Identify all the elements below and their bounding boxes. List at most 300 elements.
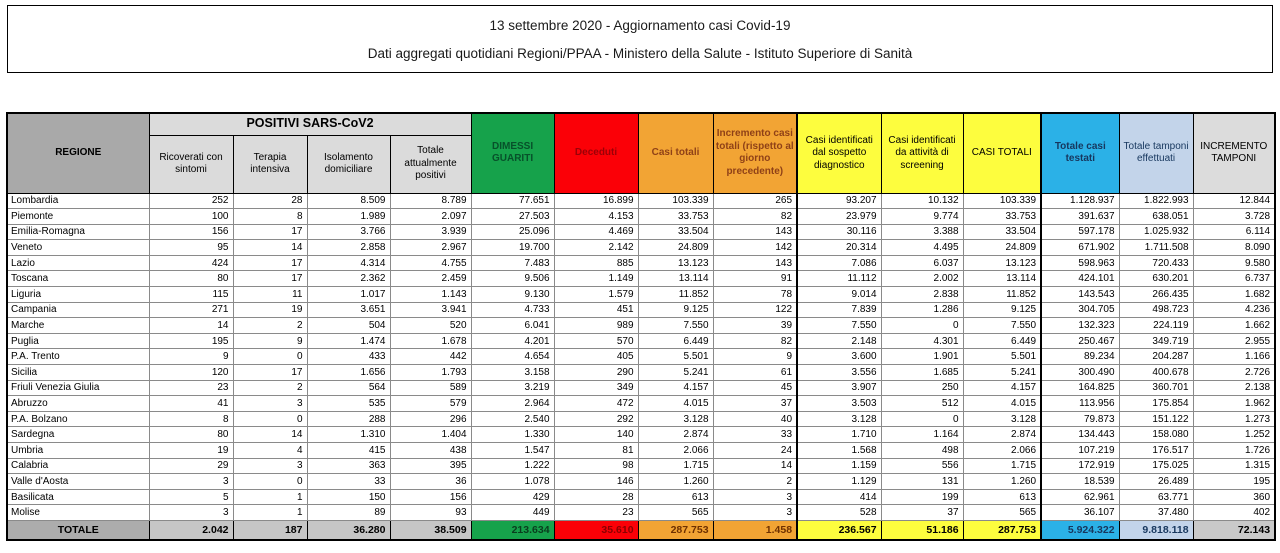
- value-cell: 2.097: [390, 209, 471, 225]
- region-name: Emilia-Romagna: [7, 224, 149, 240]
- value-cell: 3: [713, 489, 797, 505]
- value-cell: 520: [390, 318, 471, 334]
- value-cell: 175.025: [1119, 458, 1193, 474]
- value-cell: 37: [881, 505, 963, 521]
- table-row: [7, 209, 1275, 225]
- value-cell: 1.404: [390, 427, 471, 443]
- total-value-cell: 287.753: [963, 520, 1041, 540]
- value-cell: 8.789: [390, 193, 471, 209]
- region-name: Veneto: [7, 240, 149, 256]
- value-cell: 1.685: [881, 365, 963, 381]
- col-header-deceduti: Deceduti: [554, 113, 638, 193]
- value-cell: 164.825: [1041, 380, 1119, 396]
- value-cell: 5: [149, 489, 233, 505]
- value-cell: 1.166: [1193, 349, 1275, 365]
- value-cell: 122: [713, 302, 797, 318]
- value-cell: 2.148: [797, 333, 881, 349]
- value-cell: 3.766: [307, 224, 390, 240]
- col-header-regione: REGIONE: [7, 113, 149, 193]
- region-name: Basilicata: [7, 489, 149, 505]
- table-row: [7, 193, 1275, 209]
- value-cell: 1.260: [963, 474, 1041, 490]
- value-cell: 1.164: [881, 427, 963, 443]
- value-cell: 2: [233, 380, 307, 396]
- value-cell: 0: [881, 318, 963, 334]
- value-cell: 14: [713, 458, 797, 474]
- value-cell: 7.086: [797, 255, 881, 271]
- col-header-incremento-tamponi: INCREMENTO TAMPONI: [1193, 113, 1275, 193]
- value-cell: 13.123: [638, 255, 713, 271]
- table-row: [7, 443, 1275, 459]
- value-cell: 11: [233, 287, 307, 303]
- value-cell: 8.090: [1193, 240, 1275, 256]
- region-name: Toscana: [7, 271, 149, 287]
- value-cell: 33.504: [963, 224, 1041, 240]
- value-cell: 18.539: [1041, 474, 1119, 490]
- total-row: [7, 520, 1275, 540]
- value-cell: 3.128: [638, 411, 713, 427]
- value-cell: 3: [149, 505, 233, 521]
- value-cell: 3.939: [390, 224, 471, 240]
- value-cell: 498.723: [1119, 302, 1193, 318]
- col-group-positivi: POSITIVI SARS-CoV2: [149, 113, 471, 135]
- table-row: [7, 505, 1275, 521]
- value-cell: 158.080: [1119, 427, 1193, 443]
- col-header-casi-testati: Totale casi testati: [1041, 113, 1119, 193]
- value-cell: 80: [149, 427, 233, 443]
- value-cell: 1.822.993: [1119, 193, 1193, 209]
- value-cell: 77.651: [471, 193, 554, 209]
- col-header-sospetto-diagnostico: Casi identificati dal sospetto diagnostico: [797, 113, 881, 193]
- total-value-cell: 38.509: [390, 520, 471, 540]
- value-cell: 9.125: [638, 302, 713, 318]
- total-value-cell: 287.753: [638, 520, 713, 540]
- value-cell: 33.753: [638, 209, 713, 225]
- total-value-cell: 236.567: [797, 520, 881, 540]
- col-header-tamponi: Totale tamponi effettuati: [1119, 113, 1193, 193]
- value-cell: 33.753: [963, 209, 1041, 225]
- value-cell: 451: [554, 302, 638, 318]
- table-header: [7, 113, 1275, 193]
- value-cell: 442: [390, 349, 471, 365]
- region-name: Sicilia: [7, 365, 149, 381]
- value-cell: 151.122: [1119, 411, 1193, 427]
- value-cell: 9: [713, 349, 797, 365]
- value-cell: 1.252: [1193, 427, 1275, 443]
- value-cell: 4.236: [1193, 302, 1275, 318]
- report-title: 13 settembre 2020 - Aggiornamento casi Covid-19: [489, 17, 791, 33]
- value-cell: 6.037: [881, 255, 963, 271]
- value-cell: 9.125: [963, 302, 1041, 318]
- value-cell: 449: [471, 505, 554, 521]
- total-label: TOTALE: [7, 520, 149, 540]
- value-cell: 1.330: [471, 427, 554, 443]
- value-cell: 132.323: [1041, 318, 1119, 334]
- value-cell: 2.838: [881, 287, 963, 303]
- value-cell: 224.119: [1119, 318, 1193, 334]
- value-cell: 671.902: [1041, 240, 1119, 256]
- value-cell: 2.540: [471, 411, 554, 427]
- value-cell: 33.504: [638, 224, 713, 240]
- value-cell: 61: [713, 365, 797, 381]
- value-cell: 4: [233, 443, 307, 459]
- region-name: P.A. Trento: [7, 349, 149, 365]
- table-row: [7, 427, 1275, 443]
- value-cell: 4.755: [390, 255, 471, 271]
- region-name: Puglia: [7, 333, 149, 349]
- total-value-cell: 72.143: [1193, 520, 1275, 540]
- value-cell: 535: [307, 396, 390, 412]
- value-cell: 300.490: [1041, 365, 1119, 381]
- value-cell: 1.078: [471, 474, 554, 490]
- value-cell: 1.711.508: [1119, 240, 1193, 256]
- value-cell: 6.449: [963, 333, 1041, 349]
- value-cell: 6.114: [1193, 224, 1275, 240]
- region-name: Abruzzo: [7, 396, 149, 412]
- total-value-cell: 36.280: [307, 520, 390, 540]
- value-cell: 1.726: [1193, 443, 1275, 459]
- value-cell: 304.705: [1041, 302, 1119, 318]
- value-cell: 3.941: [390, 302, 471, 318]
- table-row: [7, 224, 1275, 240]
- value-cell: 9: [233, 333, 307, 349]
- value-cell: 16.899: [554, 193, 638, 209]
- col-header-casi-totali-2: CASI TOTALI: [963, 113, 1041, 193]
- value-cell: 23: [554, 505, 638, 521]
- region-name: P.A. Bolzano: [7, 411, 149, 427]
- value-cell: 885: [554, 255, 638, 271]
- value-cell: 172.919: [1041, 458, 1119, 474]
- value-cell: 91: [713, 271, 797, 287]
- value-cell: 98: [554, 458, 638, 474]
- region-name: Sardegna: [7, 427, 149, 443]
- value-cell: 1.678: [390, 333, 471, 349]
- table-row: [7, 271, 1275, 287]
- value-cell: 1.547: [471, 443, 554, 459]
- value-cell: 93: [390, 505, 471, 521]
- value-cell: 36: [390, 474, 471, 490]
- value-cell: 103.339: [638, 193, 713, 209]
- value-cell: 113.956: [1041, 396, 1119, 412]
- value-cell: 11.852: [963, 287, 1041, 303]
- value-cell: 638.051: [1119, 209, 1193, 225]
- value-cell: 9.130: [471, 287, 554, 303]
- value-cell: 6.449: [638, 333, 713, 349]
- value-cell: 134.443: [1041, 427, 1119, 443]
- value-cell: 1.715: [638, 458, 713, 474]
- value-cell: 13.123: [963, 255, 1041, 271]
- region-name: Calabria: [7, 458, 149, 474]
- value-cell: 2.459: [390, 271, 471, 287]
- value-cell: 0: [881, 411, 963, 427]
- table-row: [7, 380, 1275, 396]
- value-cell: 424.101: [1041, 271, 1119, 287]
- value-cell: 115: [149, 287, 233, 303]
- value-cell: 265: [713, 193, 797, 209]
- value-cell: 720.433: [1119, 255, 1193, 271]
- value-cell: 2.142: [554, 240, 638, 256]
- col-header-casi-totali: Casi totali: [638, 113, 713, 193]
- value-cell: 2.066: [638, 443, 713, 459]
- value-cell: 4.201: [471, 333, 554, 349]
- value-cell: 156: [390, 489, 471, 505]
- value-cell: 176.517: [1119, 443, 1193, 459]
- value-cell: 1.128.937: [1041, 193, 1119, 209]
- value-cell: 528: [797, 505, 881, 521]
- total-value-cell: 1.458: [713, 520, 797, 540]
- value-cell: 11.112: [797, 271, 881, 287]
- region-name: Liguria: [7, 287, 149, 303]
- value-cell: 4.495: [881, 240, 963, 256]
- value-cell: 271: [149, 302, 233, 318]
- value-cell: 2.002: [881, 271, 963, 287]
- value-cell: 17: [233, 255, 307, 271]
- value-cell: 630.201: [1119, 271, 1193, 287]
- value-cell: 7.550: [963, 318, 1041, 334]
- table-row: [7, 474, 1275, 490]
- value-cell: 2: [713, 474, 797, 490]
- value-cell: 1.662: [1193, 318, 1275, 334]
- value-cell: 424: [149, 255, 233, 271]
- value-cell: 564: [307, 380, 390, 396]
- table-row: [7, 302, 1275, 318]
- value-cell: 556: [881, 458, 963, 474]
- value-cell: 12.844: [1193, 193, 1275, 209]
- value-cell: 1.273: [1193, 411, 1275, 427]
- value-cell: 20.314: [797, 240, 881, 256]
- value-cell: 0: [233, 349, 307, 365]
- value-cell: 3.128: [963, 411, 1041, 427]
- value-cell: 613: [963, 489, 1041, 505]
- value-cell: 565: [963, 505, 1041, 521]
- value-cell: 7.550: [638, 318, 713, 334]
- value-cell: 1.310: [307, 427, 390, 443]
- value-cell: 565: [638, 505, 713, 521]
- value-cell: 429: [471, 489, 554, 505]
- value-cell: 415: [307, 443, 390, 459]
- value-cell: 570: [554, 333, 638, 349]
- value-cell: 3: [233, 458, 307, 474]
- value-cell: 1.793: [390, 365, 471, 381]
- value-cell: 131: [881, 474, 963, 490]
- value-cell: 989: [554, 318, 638, 334]
- value-cell: 3.128: [797, 411, 881, 427]
- col-header-terapia-intensiva: Terapia intensiva: [233, 135, 307, 193]
- value-cell: 107.219: [1041, 443, 1119, 459]
- value-cell: 23: [149, 380, 233, 396]
- total-value-cell: 5.924.322: [1041, 520, 1119, 540]
- value-cell: 2.955: [1193, 333, 1275, 349]
- value-cell: 33: [307, 474, 390, 490]
- value-cell: 349.719: [1119, 333, 1193, 349]
- value-cell: 579: [390, 396, 471, 412]
- value-cell: 250: [881, 380, 963, 396]
- value-cell: 11.852: [638, 287, 713, 303]
- value-cell: 199: [881, 489, 963, 505]
- value-cell: 2.964: [471, 396, 554, 412]
- value-cell: 2.858: [307, 240, 390, 256]
- value-cell: 1: [233, 505, 307, 521]
- value-cell: 45: [713, 380, 797, 396]
- value-cell: 400.678: [1119, 365, 1193, 381]
- value-cell: 472: [554, 396, 638, 412]
- value-cell: 100: [149, 209, 233, 225]
- value-cell: 1.149: [554, 271, 638, 287]
- value-cell: 25.096: [471, 224, 554, 240]
- value-cell: 28: [233, 193, 307, 209]
- value-cell: 498: [881, 443, 963, 459]
- value-cell: 402: [1193, 505, 1275, 521]
- value-cell: 395: [390, 458, 471, 474]
- value-cell: 79.873: [1041, 411, 1119, 427]
- value-cell: 3: [233, 396, 307, 412]
- value-cell: 19.700: [471, 240, 554, 256]
- value-cell: 93.207: [797, 193, 881, 209]
- value-cell: 1.159: [797, 458, 881, 474]
- value-cell: 80: [149, 271, 233, 287]
- value-cell: 9.580: [1193, 255, 1275, 271]
- value-cell: 1.901: [881, 349, 963, 365]
- table-row: [7, 489, 1275, 505]
- value-cell: 30.116: [797, 224, 881, 240]
- value-cell: 103.339: [963, 193, 1041, 209]
- value-cell: 81: [554, 443, 638, 459]
- value-cell: 9: [149, 349, 233, 365]
- value-cell: 2.138: [1193, 380, 1275, 396]
- value-cell: 143: [713, 224, 797, 240]
- value-cell: 363: [307, 458, 390, 474]
- value-cell: 405: [554, 349, 638, 365]
- col-header-ricoverati: Ricoverati con sintomi: [149, 135, 233, 193]
- value-cell: 613: [638, 489, 713, 505]
- value-cell: 3.388: [881, 224, 963, 240]
- value-cell: 24: [713, 443, 797, 459]
- value-cell: 266.435: [1119, 287, 1193, 303]
- value-cell: 597.178: [1041, 224, 1119, 240]
- value-cell: 14: [233, 427, 307, 443]
- value-cell: 1.568: [797, 443, 881, 459]
- value-cell: 120: [149, 365, 233, 381]
- value-cell: 89.234: [1041, 349, 1119, 365]
- value-cell: 1.129: [797, 474, 881, 490]
- value-cell: 1.143: [390, 287, 471, 303]
- col-header-dimessi-guariti: DIMESSI GUARITI: [471, 113, 554, 193]
- value-cell: 3.219: [471, 380, 554, 396]
- total-value-cell: 35.610: [554, 520, 638, 540]
- value-cell: 1.260: [638, 474, 713, 490]
- value-cell: 391.637: [1041, 209, 1119, 225]
- value-cell: 252: [149, 193, 233, 209]
- value-cell: 1.989: [307, 209, 390, 225]
- total-value-cell: 9.818.118: [1119, 520, 1193, 540]
- value-cell: 4.733: [471, 302, 554, 318]
- value-cell: 4.015: [638, 396, 713, 412]
- value-cell: 3: [713, 505, 797, 521]
- value-cell: 2.874: [638, 427, 713, 443]
- value-cell: 3.907: [797, 380, 881, 396]
- region-name: Lazio: [7, 255, 149, 271]
- value-cell: 3.600: [797, 349, 881, 365]
- value-cell: 1.715: [963, 458, 1041, 474]
- value-cell: 250.467: [1041, 333, 1119, 349]
- report-subtitle: Dati aggregati quotidiani Regioni/PPAA - Ministero della Salute - Istituto Superiore di Sanità: [367, 45, 913, 61]
- region-name: Valle d'Aosta: [7, 474, 149, 490]
- value-cell: 62.961: [1041, 489, 1119, 505]
- value-cell: 3.158: [471, 365, 554, 381]
- table-row: [7, 411, 1275, 427]
- value-cell: 7.483: [471, 255, 554, 271]
- value-cell: 36.107: [1041, 505, 1119, 521]
- value-cell: 414: [797, 489, 881, 505]
- value-cell: 7.839: [797, 302, 881, 318]
- value-cell: 598.963: [1041, 255, 1119, 271]
- value-cell: 9.014: [797, 287, 881, 303]
- value-cell: 1.286: [881, 302, 963, 318]
- value-cell: 360.701: [1119, 380, 1193, 396]
- value-cell: 6.737: [1193, 271, 1275, 287]
- table-row: [7, 349, 1275, 365]
- value-cell: 1.656: [307, 365, 390, 381]
- total-value-cell: 2.042: [149, 520, 233, 540]
- col-header-attualmente-positivi: Totale attualmente positivi: [390, 135, 471, 193]
- value-cell: 41: [149, 396, 233, 412]
- value-cell: 143.543: [1041, 287, 1119, 303]
- value-cell: 1.579: [554, 287, 638, 303]
- value-cell: 1.025.932: [1119, 224, 1193, 240]
- region-name: Lombardia: [7, 193, 149, 209]
- value-cell: 2: [233, 318, 307, 334]
- table-row: [7, 396, 1275, 412]
- value-cell: 142: [713, 240, 797, 256]
- value-cell: 4.153: [554, 209, 638, 225]
- value-cell: 292: [554, 411, 638, 427]
- value-cell: 17: [233, 224, 307, 240]
- total-value-cell: 213.634: [471, 520, 554, 540]
- value-cell: 1.474: [307, 333, 390, 349]
- value-cell: 4.654: [471, 349, 554, 365]
- col-header-incremento-casi: Incremento casi totali (rispetto al giorno precedente): [713, 113, 797, 193]
- value-cell: 9.774: [881, 209, 963, 225]
- report-title-box: [7, 5, 1273, 73]
- value-cell: 14: [233, 240, 307, 256]
- value-cell: 195: [149, 333, 233, 349]
- table-body: [7, 193, 1275, 540]
- value-cell: 2.066: [963, 443, 1041, 459]
- covid-data-table: [6, 112, 1276, 541]
- value-cell: 19: [233, 302, 307, 318]
- value-cell: 1.962: [1193, 396, 1275, 412]
- value-cell: 140: [554, 427, 638, 443]
- value-cell: 13.114: [638, 271, 713, 287]
- value-cell: 1.017: [307, 287, 390, 303]
- region-name: Molise: [7, 505, 149, 521]
- value-cell: 95: [149, 240, 233, 256]
- value-cell: 288: [307, 411, 390, 427]
- value-cell: 195: [1193, 474, 1275, 490]
- value-cell: 89: [307, 505, 390, 521]
- value-cell: 504: [307, 318, 390, 334]
- value-cell: 4.015: [963, 396, 1041, 412]
- value-cell: 29: [149, 458, 233, 474]
- value-cell: 33: [713, 427, 797, 443]
- value-cell: 150: [307, 489, 390, 505]
- value-cell: 433: [307, 349, 390, 365]
- value-cell: 3.556: [797, 365, 881, 381]
- value-cell: 17: [233, 271, 307, 287]
- region-name: Umbria: [7, 443, 149, 459]
- table-row: [7, 365, 1275, 381]
- value-cell: 26.489: [1119, 474, 1193, 490]
